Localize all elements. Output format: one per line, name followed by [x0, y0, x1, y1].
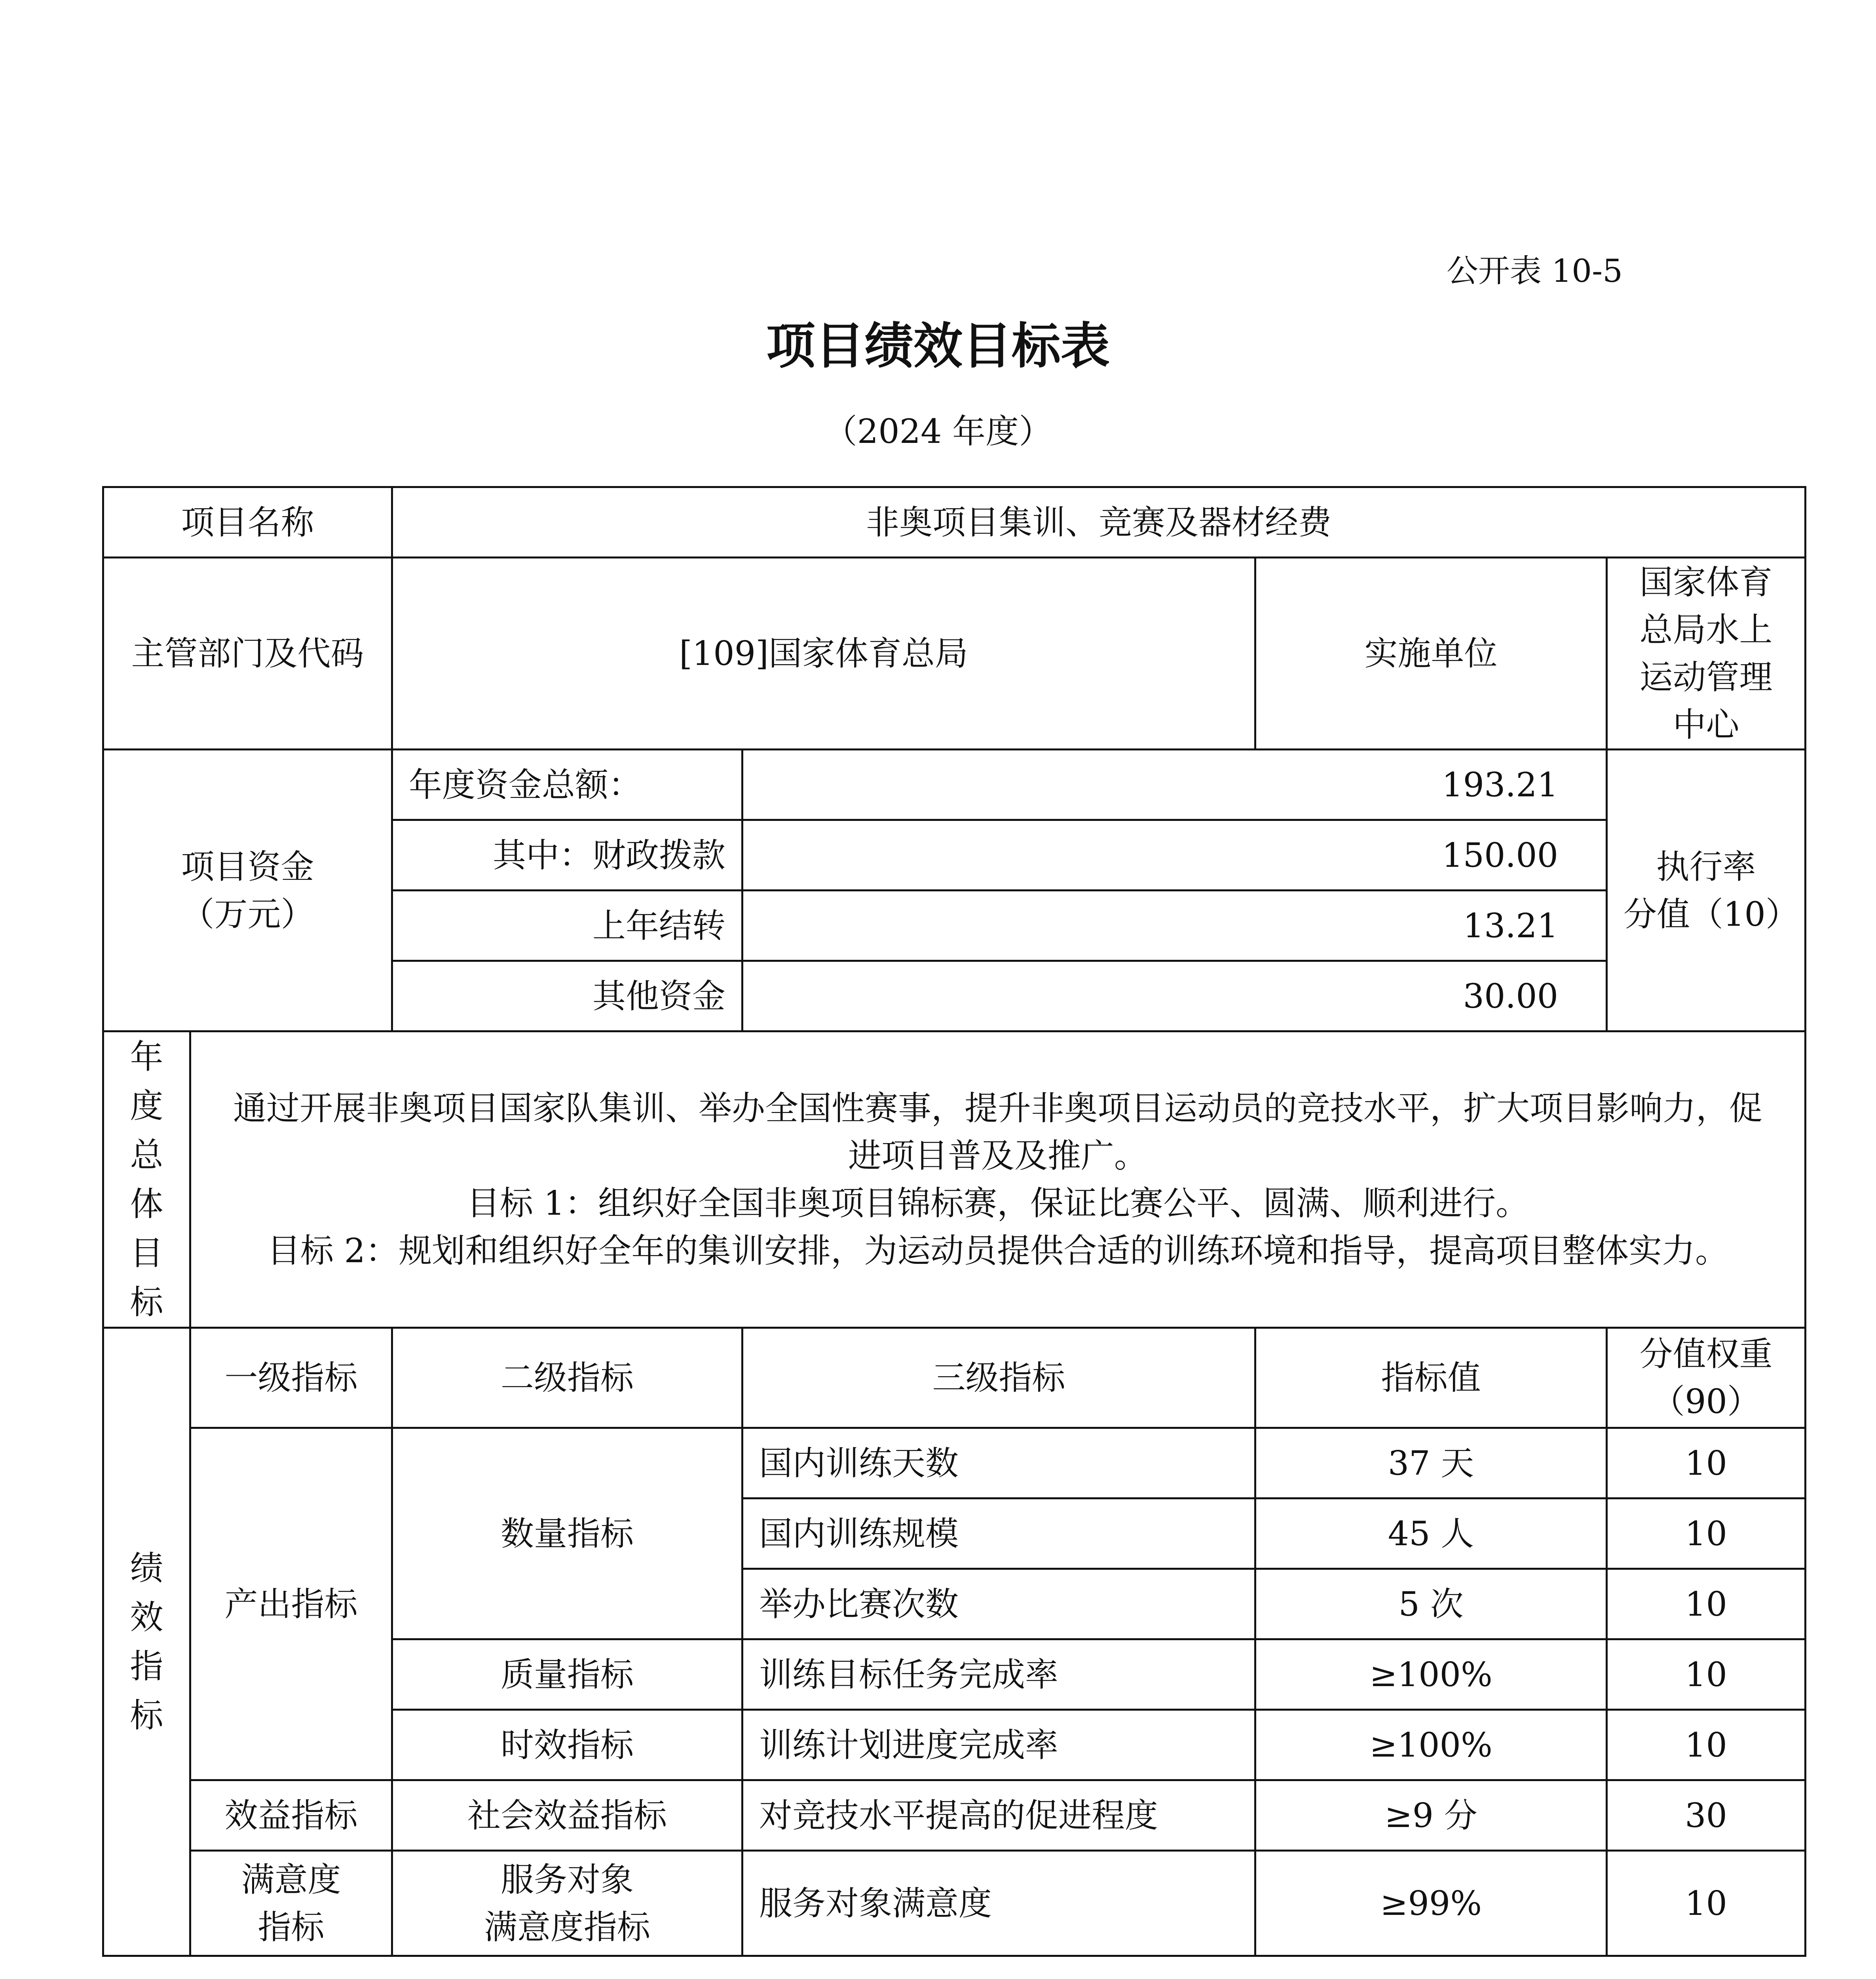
header-level2: 二级指标: [392, 1328, 742, 1428]
overall-goals-row: [103, 1031, 1806, 1328]
performance-label: [103, 1328, 190, 1956]
service-line1: 服务对象: [501, 1860, 634, 1899]
goal-label-char: 总: [130, 1136, 163, 1174]
funds-label: [103, 750, 392, 1031]
overall-goal-line1: 通过开展非奥项目国家队集训、举办全国性赛事，提升非奥项目运动员的竞技水平，扩大项目影响力，促: [233, 1089, 1763, 1128]
indicator-name: 训练目标任务完成率: [742, 1639, 1255, 1710]
funds-total-label: 年度资金总额：: [392, 750, 742, 820]
indicator-name: 训练计划进度完成率: [742, 1710, 1255, 1780]
service-satisfaction-indicator-label: [392, 1851, 742, 1956]
overall-goals-text: [190, 1031, 1806, 1328]
indicator-value: 37 天: [1255, 1428, 1607, 1498]
funds-carryover-label: 上年结转: [392, 891, 742, 961]
performance-goal-table: [102, 486, 1806, 1957]
goal-2: 目标 2：规划和组织好全年的集训安排，为运动员提供合适的训练环境和指导，提高项目整体实力。: [267, 1231, 1729, 1270]
indicator-value: ≥99%: [1255, 1851, 1607, 1956]
benefit-indicator-label: 效益指标: [190, 1780, 392, 1851]
indicator-weight: 30: [1607, 1780, 1806, 1851]
indicator-weight: 10: [1607, 1851, 1806, 1956]
header-level1: 一级指标: [190, 1328, 392, 1428]
implementing-unit-label: 实施单位: [1255, 558, 1607, 750]
funds-other-value: 30.00: [742, 961, 1607, 1031]
performance-label-char: 标: [130, 1696, 163, 1735]
indicator-name: 对竞技水平提高的促进程度: [742, 1780, 1255, 1851]
funds-other-label: 其他资金: [392, 961, 742, 1031]
goal-1: 目标 1：组织好全国非奥项目锦标赛，保证比赛公平、圆满、顺利进行。: [466, 1184, 1529, 1223]
indicator-name: 举办比赛次数: [742, 1569, 1255, 1639]
table-row: [103, 1428, 1806, 1498]
department-value: [109]国家体育总局: [392, 558, 1255, 750]
service-line2: 满意度指标: [484, 1907, 651, 1947]
indicator-name: 国内训练天数: [742, 1428, 1255, 1498]
page-subtitle: （2024 年度）: [824, 412, 1052, 451]
table-row: [103, 1851, 1806, 1956]
funds-total-value: 193.21: [742, 750, 1607, 820]
header-value: 指标值: [1255, 1328, 1607, 1428]
header-weight-line2: （90）: [1652, 1382, 1760, 1421]
indicator-value: 45 人: [1255, 1498, 1607, 1569]
header-weight: [1607, 1328, 1806, 1428]
header-weight-line1: 分值权重: [1639, 1335, 1773, 1373]
satisfaction-indicator-label: [190, 1851, 392, 1956]
project-name-row: [103, 487, 1806, 558]
output-indicator-label: 产出指标: [190, 1428, 392, 1780]
funds-total-row: [103, 750, 1806, 820]
department-row: [103, 558, 1806, 750]
quality-indicator-label: 质量指标: [392, 1639, 742, 1710]
indicator-value: ≥100%: [1255, 1639, 1607, 1710]
execution-rate-line1: 执行率: [1656, 847, 1756, 886]
department-label: 主管部门及代码: [103, 558, 392, 750]
table-number: 公开表 10-5: [1446, 253, 1623, 289]
goal-label-char: 度: [130, 1086, 163, 1125]
goal-label-char: 体: [130, 1185, 163, 1223]
implementing-unit-value: 国家体育总局水上运动管理中心: [1607, 558, 1806, 750]
overall-goal-line2: 进项目普及及推广。: [848, 1136, 1148, 1175]
goal-label-char: 标: [130, 1283, 163, 1322]
funds-carryover-value: 13.21: [742, 891, 1607, 961]
project-name-value: 非奥项目集训、竞赛及器材经费: [392, 487, 1806, 558]
funds-fiscal-label: 其中：财政拨款: [392, 820, 742, 891]
indicator-value: ≥9 分: [1255, 1780, 1607, 1851]
quantity-indicator-label: 数量指标: [392, 1428, 742, 1639]
performance-label-char: 指: [130, 1647, 163, 1686]
indicator-value: 5 次: [1255, 1569, 1607, 1639]
page-title: 项目绩效目标表: [766, 318, 1110, 375]
indicator-value: ≥100%: [1255, 1710, 1607, 1780]
project-name-label: 项目名称: [103, 487, 392, 558]
execution-rate-line2: 分值（10）: [1623, 895, 1799, 934]
goal-label-char: 年: [130, 1037, 163, 1076]
indicator-weight: 10: [1607, 1569, 1806, 1639]
funds-label-line2: （万元）: [181, 895, 314, 934]
header-level3: 三级指标: [742, 1328, 1255, 1428]
timeliness-indicator-label: 时效指标: [392, 1710, 742, 1780]
indicator-weight: 10: [1607, 1710, 1806, 1780]
performance-label-char: 效: [130, 1598, 163, 1637]
social-benefit-indicator-label: 社会效益指标: [392, 1780, 742, 1851]
satisfaction-line1: 满意度: [241, 1860, 341, 1899]
execution-rate-score: [1607, 750, 1806, 1031]
indicator-name: 服务对象满意度: [742, 1851, 1255, 1956]
overall-goals-label: [103, 1031, 190, 1328]
funds-label-line1: 项目资金: [181, 847, 314, 886]
table-row: [103, 1780, 1806, 1851]
funds-fiscal-value: 150.00: [742, 820, 1607, 891]
goal-label-char: 目: [130, 1234, 163, 1272]
performance-label-char: 绩: [130, 1549, 163, 1588]
indicator-weight: 10: [1607, 1428, 1806, 1498]
indicator-weight: 10: [1607, 1639, 1806, 1710]
satisfaction-line2: 指标: [258, 1907, 325, 1947]
indicator-name: 国内训练规模: [742, 1498, 1255, 1569]
performance-header-row: [103, 1328, 1806, 1428]
indicator-weight: 10: [1607, 1498, 1806, 1569]
